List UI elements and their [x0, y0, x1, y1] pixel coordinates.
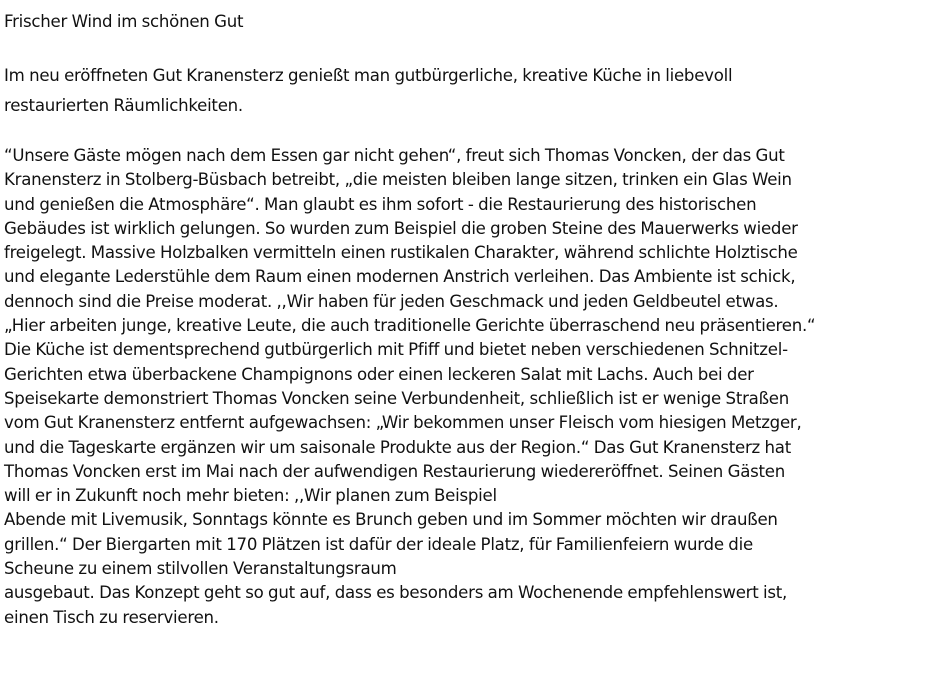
body-line: Speisekarte demonstriert Thomas Voncken seine Verbundenheit, schließlich ist er wenige Straßen — [4, 388, 789, 408]
article-body — [4, 144, 815, 630]
article-title: Frischer Wind im schönen Gut — [4, 12, 244, 31]
body-line: Kranensterz in Stolberg-Büsbach betreibt, „die meisten bleiben lange sitzen, trinken ein Glas Wein — [4, 170, 792, 190]
body-line: und genießen die Atmosphäre“. Man glaubt es ihm sofort - die Restaurierung des historischen — [4, 194, 757, 214]
lead-line: restaurierten Räumlichkeiten. — [4, 96, 243, 115]
body-line: einen Tisch zu reservieren. — [4, 607, 219, 627]
body-line: und elegante Lederstühle dem Raum einen modernen Anstrich verleihen. Das Ambiente ist schick, — [4, 267, 796, 287]
body-line: will er in Zukunft noch mehr bieten: ,,Wir planen zum Beispiel — [4, 486, 497, 506]
body-line: „Hier arbeiten junge, kreative Leute, die auch traditionelle Gerichte überraschend neu präsentieren.“ — [4, 316, 816, 336]
body-line: “Unsere Gäste mögen nach dem Essen gar nicht gehen“, freut sich Thomas Voncken, der das Gut — [4, 146, 785, 165]
article-lead — [4, 61, 732, 121]
body-line: freigelegt. Massive Holzbalken vermitteln einen rustikalen Charakter, während schlichte Holztische — [4, 243, 798, 263]
lead-line: Im neu eröffneten Gut Kranensterz genießt man gutbürgerliche, kreative Küche in liebevoll — [4, 66, 733, 85]
body-line: und die Tageskarte ergänzen wir um saisonale Produkte aus der Region.“ Das Gut Kranensterz hat — [4, 437, 791, 457]
body-line: vom Gut Kranensterz entfernt aufgewachsen: „Wir bekommen unser Fleisch vom hiesigen Metzger, — [4, 413, 802, 433]
body-line: Die Küche ist dementsprechend gutbürgerlich mit Pfiff und bietet neben verschiedenen Schnitzel- — [4, 340, 788, 360]
body-line: Abende mit Livemusik, Sonntags könnte es Brunch geben und im Sommer möchten wir draußen — [4, 510, 778, 530]
body-line: grillen.“ Der Biergarten mit 170 Plätzen ist dafür der ideale Platz, für Familienfeiern wurde die — [4, 534, 753, 554]
body-line: ausgebaut. Das Konzept geht so gut auf, dass es besonders am Wochenende empfehlenswert ist, — [4, 583, 788, 603]
body-line: dennoch sind die Preise moderat. ,,Wir haben für jeden Geschmack und jeden Geldbeutel etwas. — [4, 291, 779, 311]
body-line: Thomas Voncken erst im Mai nach der aufwendigen Restaurierung wiedereröffnet. Seinen Gästen — [4, 461, 785, 481]
body-line: Gebäudes ist wirklich gelungen. So wurden zum Beispiel die groben Steine des Mauerwerks wieder — [4, 218, 798, 238]
body-line: Scheune zu einem stilvollen Veranstaltungsraum — [4, 559, 397, 579]
body-line: Gerichten etwa überbackene Champignons oder einen leckeren Salat mit Lachs. Auch bei der — [4, 364, 754, 384]
